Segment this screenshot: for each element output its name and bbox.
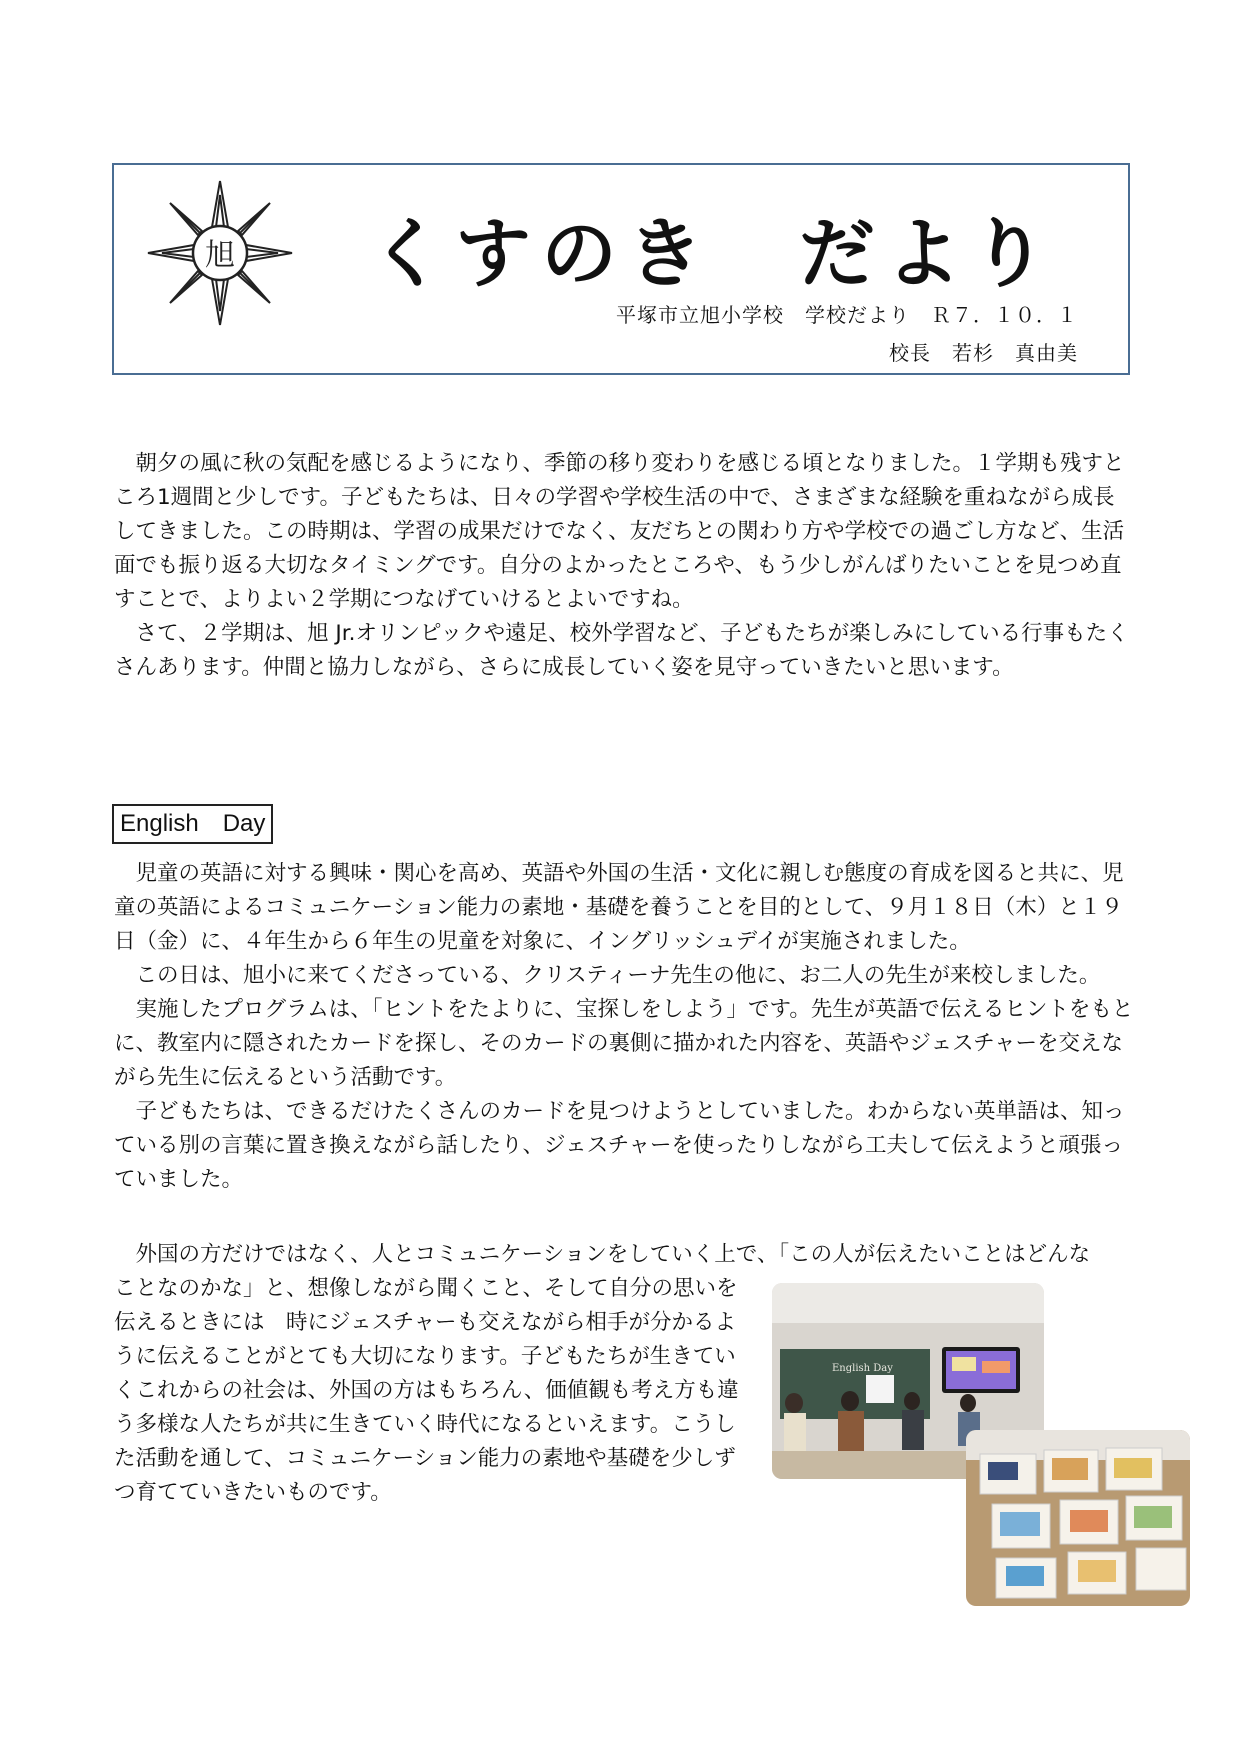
newsletter-header — [112, 163, 1130, 375]
english-day-closing-paragraph: ことなのかな」と、想像しながら聞くこと、そして自分の思いを伝えるときには 時にジェスチャーも交えながら相手が分かるように伝えることがとても大切になります。子どもたちが生きていくこれからの社会は、外国の方はもちろん、価値観も考え方も違う多様な人たちが共に生きていく時代になるといえます。こうした活動を通して、コミュニケーション能力の素地や基礎を少しずつ育てていきたいものです。 — [114, 1276, 739, 1505]
picture-cards-photo — [966, 1430, 1190, 1606]
chalkboard-text: English Day — [832, 1363, 893, 1374]
emblem-character: 旭 — [205, 238, 235, 273]
school-emblem-icon — [144, 177, 296, 329]
issuer-date-line: 平塚市立旭小学校 学校だより Ｒ７．１０．１ — [616, 303, 1078, 327]
english-day-paragraph: 児童の英語に対する興味・関心を高め、英語や外国の生活・文化に親しむ態度の育成を図ると共に、児童の英語によるコミュニケーション能力の素地・基礎を養うことを目的として、９月１８日（木）と１９日（金）に、４年生から６年生の児童を対象に、イングリッシュデイが実施されました。 この日は、旭小に来てくださっている、クリスティーナ先生の他に、お二人の先生が来校しました。 実施したプログラムは、「ヒントをたよりに、宝探しをしよう」です。先生が英語で伝えるヒントをもとに、教室内に隠されたカードを探し、そのカードの裏側に描かれた内容を、英語やジェスチャーを交えながら先生に伝えるという活動です。 子どもたちは、できるだけたくさんのカードを見つけようとしていました。わからない英単語は、知っている別の言葉に置き換えながら話したり、ジェスチャーを使ったりしながら工夫して伝えようと頑張っていました。 — [114, 861, 1134, 1192]
newsletter-title: くすのき だより — [369, 209, 1057, 298]
intro-paragraph: 朝夕の風に秋の気配を感じるようになり、季節の移り変わりを感じる頃となりました。１学期も残すところ1週間と少しです。子どもたちは、日々の学習や学校生活の中で、さまざまな経験を重ねながら成長してきました。この時期は、学習の成果だけでなく、友だちとの関わり方や学校での過ごし方など、生活面でも振り返る大切なタイミングです。自分のよかったところや、もう少しがんばりたいことを見つめ直すことで、よりよい２学期につなげていけるとよいですね。 さて、２学期は、旭 Jr.オリンピックや遠足、校外学習など、子どもたちが楽しみにしている行事もたくさんあります。仲間と協力しながら、さらに成長していく姿を見守っていきたいと思います。 — [114, 451, 1129, 680]
english-day-closing-line: 外国の方だけではなく、人とコミュニケーションをしていく上で、「この人が伝えたいことはどんな — [114, 1242, 1091, 1267]
english-day-heading: English Day — [112, 804, 273, 844]
principal-name-line: 校長 若杉 真由美 — [889, 341, 1078, 365]
